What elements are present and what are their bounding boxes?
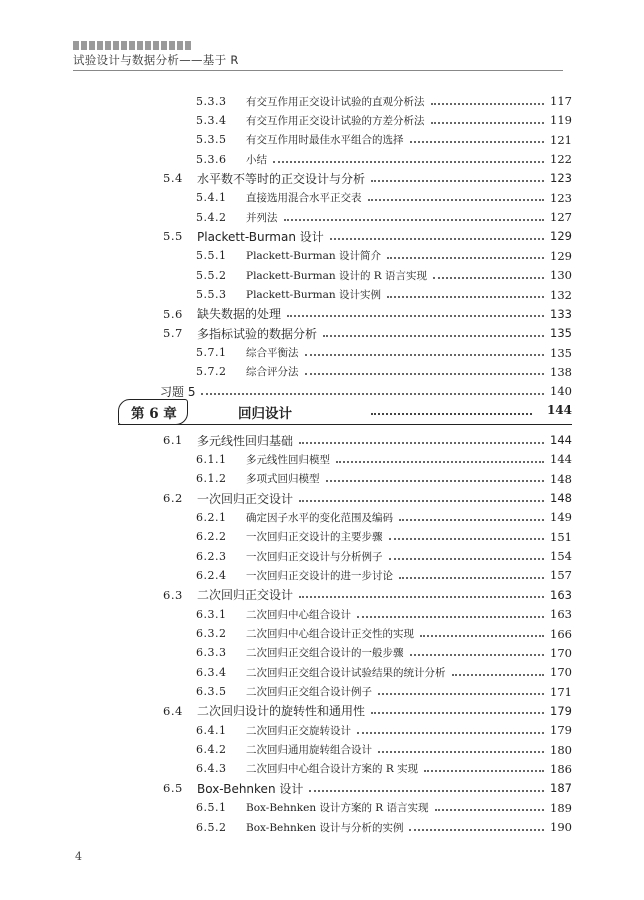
toc-entry-number: 6.5 xyxy=(163,781,183,796)
toc-entry-title: 二次回归通用旋转组合设计 xyxy=(246,744,372,757)
toc-leader-dots xyxy=(371,179,544,182)
toc-entry-number: 5.3.6 xyxy=(196,152,227,166)
toc-entry-page: 129 xyxy=(550,248,572,263)
toc-leader-dots xyxy=(389,557,545,560)
toc-leader-dots xyxy=(273,160,544,163)
toc-entry-page: 138 xyxy=(550,364,572,379)
toc-entry-number: 6.3.5 xyxy=(196,685,227,699)
toc-entry-page: 180 xyxy=(550,742,572,757)
toc-entry-title: 直接选用混合水平正交表 xyxy=(246,192,362,205)
toc-entry-6-3-1[interactable] xyxy=(196,606,572,622)
toc-entry-number: 5.7 xyxy=(163,326,183,341)
toc-entry-number: 6.3.1 xyxy=(196,607,227,621)
toc-leader-dots xyxy=(410,653,545,656)
toc-entry-number: 6.4 xyxy=(163,703,183,718)
toc-leader-dots xyxy=(452,673,545,676)
chapter-heading[interactable] xyxy=(118,399,572,423)
toc-entry-5-6[interactable] xyxy=(163,306,572,322)
toc-entry-number: 6.5.2 xyxy=(196,820,227,834)
toc-leader-dots xyxy=(201,392,544,395)
toc-entry-number: 6.3 xyxy=(163,587,183,602)
toc-leader-dots xyxy=(435,808,544,811)
toc-entry-title: 习题 5 xyxy=(160,384,196,399)
toc-leader-dots xyxy=(378,692,544,695)
toc-entry-page: 135 xyxy=(550,345,572,360)
toc-entry-number: 6.1.1 xyxy=(196,452,227,466)
toc-entry-title: 有交互作用正交设计试验的直观分析法 xyxy=(246,95,425,108)
toc-entry-page: 148 xyxy=(550,491,572,506)
chapter-leader-dots xyxy=(371,413,532,415)
toc-entry-5-5-2[interactable] xyxy=(196,267,572,283)
toc-entry-page: 190 xyxy=(550,820,572,834)
toc-entry-number: 5.4.2 xyxy=(196,210,227,224)
toc-entry-page: 170 xyxy=(550,645,572,660)
toc-entry-number: 5.5.1 xyxy=(196,249,227,263)
toc-entry-title: 一次回归正交设计 xyxy=(197,491,294,506)
toc-entry-title: Box-Behnken 设计与分析的实例 xyxy=(246,821,404,834)
toc-entry-5-5[interactable] xyxy=(163,228,572,244)
toc-entry-page: 140 xyxy=(550,384,572,399)
toc-entry-6-1-1[interactable] xyxy=(196,451,572,467)
toc-entry-6-4-3[interactable] xyxy=(196,761,572,777)
toc-leader-dots xyxy=(409,828,544,831)
toc-entry-number: 5.3.4 xyxy=(196,113,227,127)
toc-entry-number: 6.2.4 xyxy=(196,568,227,582)
toc-entry-6-3[interactable] xyxy=(163,587,572,603)
toc-entry-title: 多项式回归模型 xyxy=(246,473,320,486)
toc-entry-page: 166 xyxy=(550,626,572,641)
toc-entry-5-5-3[interactable] xyxy=(196,287,572,303)
toc-entry-title: 二次回归正交组合设计试验结果的统计分析 xyxy=(246,666,446,679)
toc-entry-5-7[interactable] xyxy=(163,325,572,341)
toc-entry-6-3-3[interactable] xyxy=(196,645,572,661)
toc-leader-dots xyxy=(309,789,544,792)
toc-entry-number: 6.5.1 xyxy=(196,801,227,815)
toc-leader-dots xyxy=(410,140,545,143)
toc-entry-6-3-5[interactable] xyxy=(196,684,572,700)
toc-entry-6-1[interactable] xyxy=(163,432,572,448)
toc-entry-page: 135 xyxy=(550,326,572,341)
toc-entry-title: 缺失数据的处理 xyxy=(197,307,282,322)
toc-entry-page: 154 xyxy=(550,549,572,564)
toc-entry-number: 5.7.2 xyxy=(196,365,227,379)
toc-entry-6-1-2[interactable] xyxy=(196,471,572,487)
toc-entry-6-2-3[interactable] xyxy=(196,548,572,564)
footer-page-number: 4 xyxy=(75,850,82,863)
toc-entry-5-4-1[interactable] xyxy=(196,190,572,206)
toc-entry-title: 有交互作用正交设计试验的方差分析法 xyxy=(246,114,425,127)
toc-entry-page: 187 xyxy=(550,781,572,796)
toc-entry-page: 149 xyxy=(550,510,572,525)
toc-leader-dots xyxy=(399,518,544,521)
toc-leader-dots xyxy=(378,750,544,753)
toc-entry-page: 148 xyxy=(550,471,572,486)
toc-entry-6-2-2[interactable] xyxy=(196,529,572,545)
toc-leader-dots xyxy=(389,537,545,540)
toc-entry-number: 6.1.2 xyxy=(196,472,227,486)
toc-entry-title: 一次回归正交设计的主要步骤 xyxy=(246,531,383,544)
toc-entry-title: 二次回归正交组合设计例子 xyxy=(246,686,372,699)
toc-entry-5-4[interactable] xyxy=(163,170,572,186)
toc-entry-5-7-2[interactable] xyxy=(196,364,572,380)
toc-entry-page: 127 xyxy=(550,210,572,225)
toc-leader-dots xyxy=(424,769,544,772)
toc-entry-6-3-4[interactable] xyxy=(196,664,572,680)
toc-entry-6-5-1[interactable] xyxy=(196,800,572,816)
toc-entry-title: 有交互作用时最佳水平组合的选择 xyxy=(246,134,404,147)
toc-entry-title: Box-Behnken 设计 xyxy=(197,781,304,796)
toc-entry-number: 6.3.3 xyxy=(196,646,227,660)
toc-entry-6-2-1[interactable] xyxy=(196,509,572,525)
toc-leader-dots xyxy=(433,276,544,279)
toc-entry-number: 5.3.3 xyxy=(196,94,227,108)
toc-entry-title: 水平数不等时的正交设计与分析 xyxy=(197,171,366,186)
toc-entry-title: 并列法 xyxy=(246,211,278,224)
toc-leader-dots xyxy=(323,334,544,337)
toc-leader-dots xyxy=(420,634,544,637)
toc-entry-title: 二次回归正交组合设计的一般步骤 xyxy=(246,647,404,660)
toc-leader-dots xyxy=(368,198,545,201)
toc-entry-title: 二次回归正交设计 xyxy=(197,588,294,603)
toc-leader-dots xyxy=(330,237,544,240)
toc-entry-6-5[interactable] xyxy=(163,780,572,796)
toc-entry-page: 144 xyxy=(550,433,572,447)
toc-entry-page: 179 xyxy=(550,703,572,718)
toc-entry-title: 小结 xyxy=(246,153,267,166)
toc-leader-dots xyxy=(431,102,545,105)
chapter-rule xyxy=(118,424,572,425)
toc-leader-dots xyxy=(387,256,544,259)
chapter-page-number: 144 xyxy=(546,403,572,417)
toc-entry-page: 163 xyxy=(550,607,572,622)
toc-leader-dots xyxy=(305,372,545,375)
toc-entry-title: 二次回归设计的旋转性和通用性 xyxy=(197,704,366,719)
toc-entry-page: 179 xyxy=(550,723,572,738)
toc-entry-5-3-3[interactable] xyxy=(196,93,572,109)
toc-entry-5-5-1[interactable] xyxy=(196,248,572,264)
toc-entry-6-2[interactable] xyxy=(163,490,572,506)
toc-entry-page: 117 xyxy=(550,94,572,108)
toc-leader-dots xyxy=(357,615,544,618)
toc-entry-page: 163 xyxy=(550,587,572,602)
toc-entry-5-3-6[interactable] xyxy=(196,151,572,167)
toc-leader-dots xyxy=(371,711,544,714)
toc-entry-number: 5.4 xyxy=(163,171,183,186)
toc-entry-number: 5.4.1 xyxy=(196,191,227,205)
toc-entry-page: 189 xyxy=(550,800,572,815)
toc-entry-5-4-2[interactable] xyxy=(196,209,572,225)
toc-entry-title: 一次回归正交设计的进一步讨论 xyxy=(246,569,393,582)
toc-entry-number: 6.2 xyxy=(163,491,183,506)
toc-entry-title: 多指标试验的数据分析 xyxy=(197,326,318,341)
toc-entry-title: 一次回归正交设计与分析例子 xyxy=(246,550,383,563)
toc-entry-number: 6.3.4 xyxy=(196,665,227,679)
toc-entry-page: 144 xyxy=(550,452,572,467)
toc-entry-number: 5.7.1 xyxy=(196,346,227,360)
toc-entry-6-5-2[interactable] xyxy=(196,819,572,835)
toc-leader-dots xyxy=(387,295,544,298)
toc-leader-dots xyxy=(299,499,544,502)
toc-leader-dots xyxy=(431,121,545,124)
toc-entry-title: 综合平衡法 xyxy=(246,347,299,360)
toc-entry-title: Plackett-Burman 设计实例 xyxy=(246,289,381,301)
running-header-title: 试验设计与数据分析——基于 R xyxy=(73,53,239,67)
toc-entry-6-2-4[interactable] xyxy=(196,567,572,583)
toc-leader-dots xyxy=(287,314,544,317)
toc-entry-number: 5.5.3 xyxy=(196,288,227,301)
toc-entry-title: 二次回归中心组合设计 xyxy=(246,608,351,621)
toc-leader-dots xyxy=(284,218,545,221)
toc-entry-page: 171 xyxy=(550,684,572,699)
toc-entry-page: 119 xyxy=(550,113,572,128)
toc-entry-page: 186 xyxy=(550,761,572,776)
toc-entry-number: 6.2.2 xyxy=(196,530,227,544)
toc-entry-exercises[interactable] xyxy=(160,383,572,399)
toc-leader-dots xyxy=(299,595,544,598)
toc-entry-6-4-2[interactable] xyxy=(196,742,572,758)
toc-entry-number: 6.4.2 xyxy=(196,743,227,757)
chapter-badge: 第 6 章 xyxy=(118,399,188,425)
toc-entry-6-3-2[interactable] xyxy=(196,626,572,642)
toc-entry-number: 6.1 xyxy=(163,433,183,447)
toc-entry-page: 122 xyxy=(550,152,572,167)
toc-entry-title: Box-Behnken 设计方案的 R 语言实现 xyxy=(246,802,429,815)
toc-entry-page: 130 xyxy=(550,268,572,283)
toc-entry-page: 121 xyxy=(550,132,572,147)
toc-entry-number: 6.4.3 xyxy=(196,762,227,776)
toc-entry-6-4[interactable] xyxy=(163,703,572,719)
toc-entry-5-3-5[interactable] xyxy=(196,132,572,148)
toc-entry-title: Plackett-Burman 设计的 R 语言实现 xyxy=(246,269,428,282)
toc-entry-title: Plackett-Burman 设计 xyxy=(197,229,324,244)
toc-entry-page: 123 xyxy=(550,190,572,205)
toc-entry-title: Plackett-Burman 设计简介 xyxy=(246,250,381,263)
toc-entry-page: 133 xyxy=(550,306,572,321)
toc-entry-number: 6.2.3 xyxy=(196,549,227,563)
toc-leader-dots xyxy=(399,576,544,579)
toc-entry-number: 5.3.5 xyxy=(196,133,227,147)
toc-entry-title: 二次回归中心组合设计方案的 R 实现 xyxy=(246,763,419,776)
toc-entry-5-3-4[interactable] xyxy=(196,112,572,128)
toc-entry-number: 6.4.1 xyxy=(196,723,227,737)
toc-entry-page: 123 xyxy=(550,171,572,186)
toc-entry-page: 170 xyxy=(550,665,572,680)
toc-entry-number: 5.5.2 xyxy=(196,268,227,282)
toc-entry-title: 多元线性回归模型 xyxy=(246,453,330,466)
toc-entry-title: 多元线性回归基础 xyxy=(197,433,294,448)
header-rule xyxy=(73,70,563,71)
toc-entry-title: 二次回归中心组合设计正交性的实现 xyxy=(246,628,414,640)
toc-entry-page: 157 xyxy=(550,568,572,583)
toc-leader-dots xyxy=(305,353,545,356)
toc-entry-title: 综合评分法 xyxy=(246,366,299,379)
toc-entry-number: 5.6 xyxy=(163,306,183,321)
toc-entry-title: 二次回归正交旋转设计 xyxy=(246,724,351,737)
toc-leader-dots xyxy=(357,731,544,734)
toc-leader-dots xyxy=(336,460,544,463)
toc-entry-5-7-1[interactable] xyxy=(196,345,572,361)
toc-entry-6-4-1[interactable] xyxy=(196,722,572,738)
toc-leader-dots xyxy=(326,479,545,482)
toc-leader-dots xyxy=(299,441,544,444)
chapter-title: 回归设计 xyxy=(238,406,292,422)
toc-entry-page: 129 xyxy=(550,229,572,244)
toc-entry-number: 5.5 xyxy=(163,229,183,244)
toc-entry-number: 6.2.1 xyxy=(196,510,227,524)
toc-entry-page: 132 xyxy=(550,287,572,302)
toc-entry-number: 6.3.2 xyxy=(196,627,227,640)
header-decoration xyxy=(73,41,191,50)
toc-entry-page: 151 xyxy=(550,529,572,544)
toc-entry-title: 确定因子水平的变化范围及编码 xyxy=(246,511,393,524)
